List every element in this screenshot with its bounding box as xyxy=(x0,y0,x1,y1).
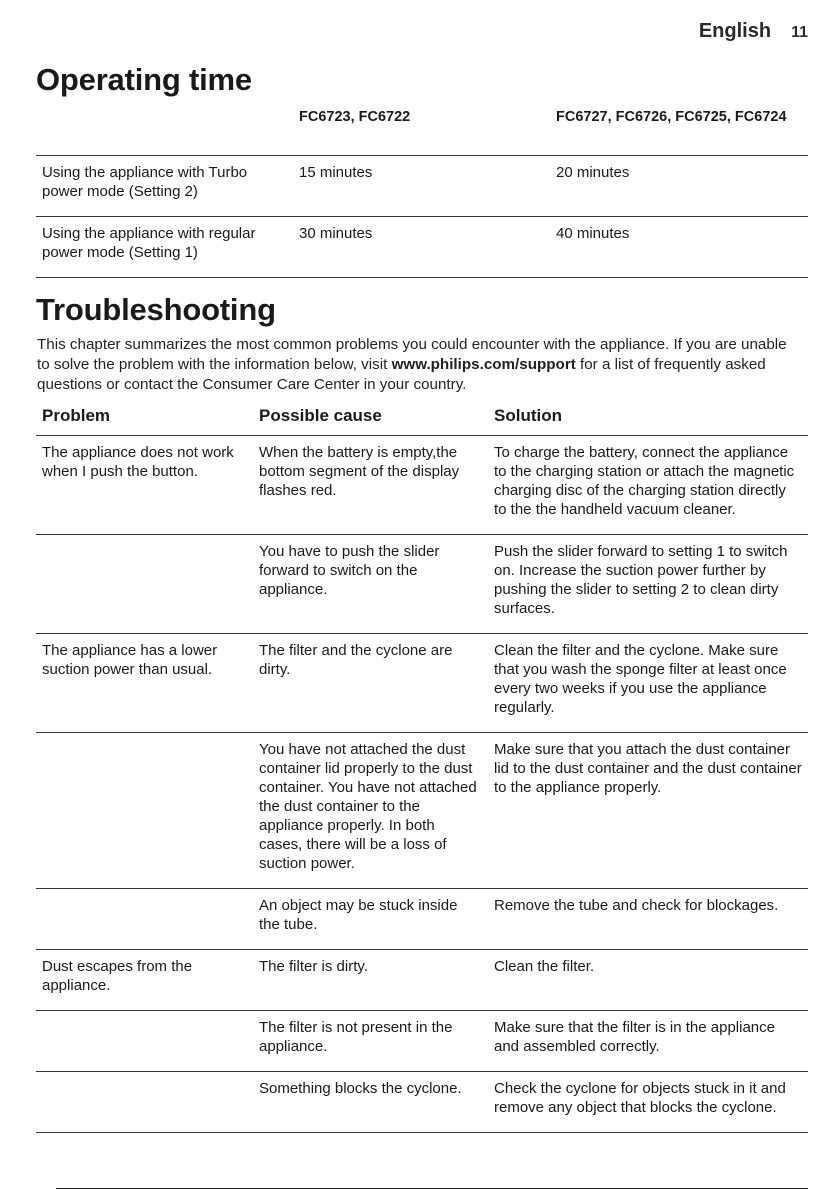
solution-cell: Clean the filter and the cyclone. Make sure that you wash the sponge filter at least once every two weeks if you use the appliance regularly. xyxy=(488,634,808,733)
table-row xyxy=(36,217,808,278)
problem-cell xyxy=(36,889,253,950)
support-link[interactable]: www.philips.com/support xyxy=(391,356,576,373)
cause-cell: The filter and the cyclone are dirty. xyxy=(253,634,488,733)
problem-cell xyxy=(36,1072,253,1133)
cause-cell: Something blocks the cyclone. xyxy=(253,1072,488,1133)
solution-cell: Clean the filter. xyxy=(488,950,808,1011)
solution-cell: Make sure that the filter is in the appliance and assembled correctly. xyxy=(488,1011,808,1072)
problem-cell xyxy=(36,535,253,634)
table-row xyxy=(36,156,808,217)
table-cell: 30 minutes xyxy=(293,217,550,278)
table-cell: 20 minutes xyxy=(550,156,808,217)
cause-cell: The filter is not present in the appliance. xyxy=(253,1011,488,1072)
table-row xyxy=(36,950,808,1011)
table-header-row xyxy=(36,404,808,436)
solution-cell: Make sure that you attach the dust container lid to the dust container and the dust container to the appliance properly. xyxy=(488,733,808,889)
column-header: Solution xyxy=(488,404,808,436)
solution-cell: Push the slider forward to setting 1 to switch on. Increase the suction power further by pushing the slider to setting 2 to clean dirty surfaces. xyxy=(488,535,808,634)
intro-text: This chapter summarizes the most common problems you could encounter with the appliance. If you are unable to solve the problem with the information below, visit xyxy=(37,336,787,373)
cause-cell: When the battery is empty,the bottom segment of the display flashes red. xyxy=(253,436,488,535)
problem-cell: Dust escapes from the appliance. xyxy=(36,950,253,1011)
cause-cell: You have not attached the dust container lid properly to the dust container. You have not attached the dust container to the appliance properly. In both cases, there will be a loss of suction power. xyxy=(253,733,488,889)
intro-text: for a list of frequently asked questions or contact the Consumer Care Center in your country. xyxy=(37,356,766,393)
operating-time-title: Operating time xyxy=(36,62,252,97)
table-row xyxy=(36,1011,808,1072)
table-cell: 15 minutes xyxy=(293,156,550,217)
column-header: FC6723, FC6722 xyxy=(293,108,550,156)
table-cell: Using the appliance with Turbo power mode (Setting 2) xyxy=(36,156,293,217)
page-number: 11 xyxy=(791,24,808,41)
table-row xyxy=(36,535,808,634)
problem-cell xyxy=(36,733,253,889)
table-row xyxy=(36,436,808,535)
table-row xyxy=(36,889,808,950)
troubleshooting-intro xyxy=(37,335,802,395)
troubleshooting-table xyxy=(36,404,808,1133)
table-cell: 40 minutes xyxy=(550,217,808,278)
column-header: Problem xyxy=(36,404,253,436)
language-label: English xyxy=(698,20,772,42)
solution-cell: Remove the tube and check for blockages. xyxy=(488,889,808,950)
column-header xyxy=(36,108,293,156)
table-row xyxy=(36,1072,808,1133)
operating-time-table xyxy=(36,108,808,278)
problem-cell: The appliance has a lower suction power than usual. xyxy=(36,634,253,733)
problem-cell: The appliance does not work when I push the button. xyxy=(36,436,253,535)
page-header xyxy=(699,20,808,43)
column-header: FC6727, FC6726, FC6725, FC6724 xyxy=(550,108,808,156)
column-header: Possible cause xyxy=(253,404,488,436)
problem-cell xyxy=(36,1011,253,1072)
cause-cell: You have to push the slider forward to switch on the appliance. xyxy=(253,535,488,634)
solution-cell: To charge the battery, connect the appliance to the charging station or attach the magnetic charging disc of the charging station directly to the the handheld vacuum cleaner. xyxy=(488,436,808,535)
troubleshooting-title: Troubleshooting xyxy=(36,292,276,327)
cause-cell: The filter is dirty. xyxy=(253,950,488,1011)
table-row xyxy=(36,733,808,889)
table-cell: Using the appliance with regular power mode (Setting 1) xyxy=(36,217,293,278)
solution-cell: Check the cyclone for objects stuck in it and remove any object that blocks the cyclone. xyxy=(488,1072,808,1133)
table-row xyxy=(36,634,808,733)
table-header-row xyxy=(36,108,808,156)
cause-cell: An object may be stuck inside the tube. xyxy=(253,889,488,950)
